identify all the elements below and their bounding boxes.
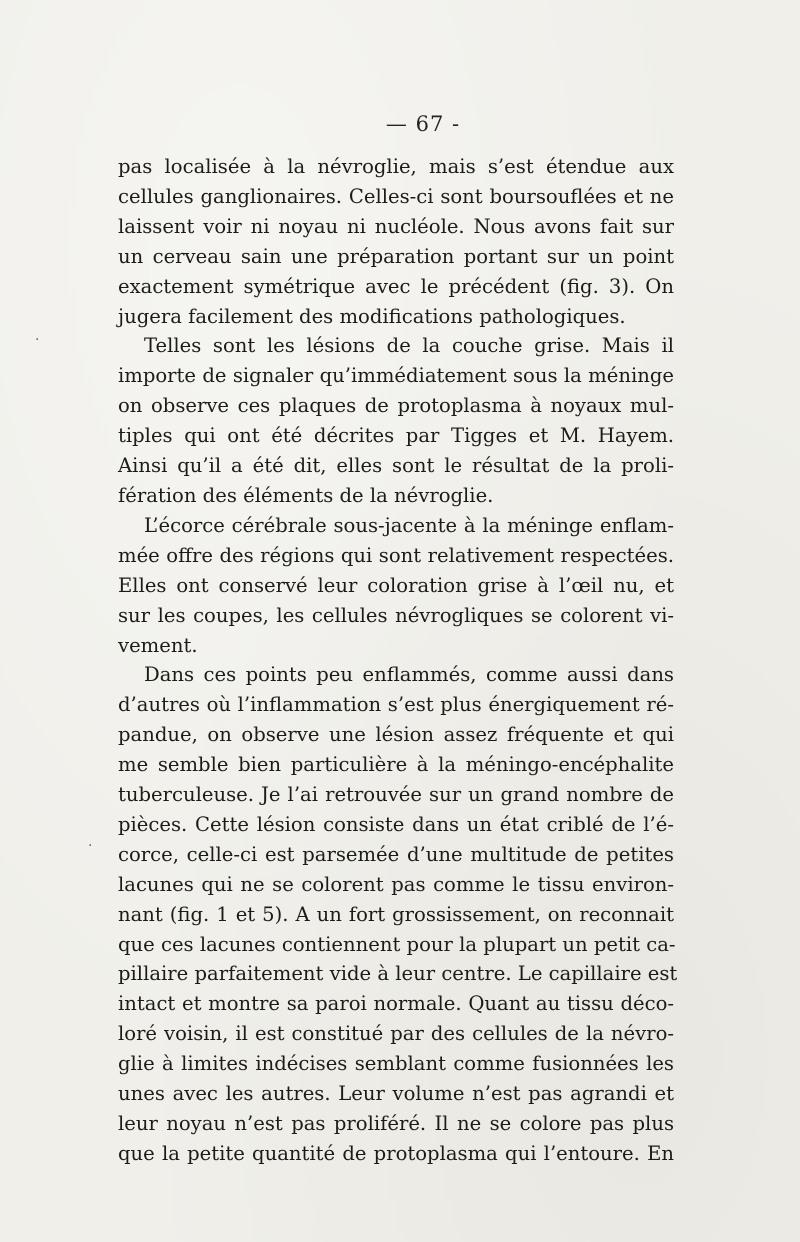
text-line: me semble bien particulière à la méningo-encéphalite: [118, 753, 674, 777]
margin-speck: ·: [35, 332, 40, 348]
text-line: lacunes qui ne se colorent pas comme le tissu environ-: [118, 872, 674, 896]
text-line: pièces. Cette lésion consiste dans un état criblé de l’é-: [118, 812, 674, 836]
text-line: exactement symétrique avec le précédent (fig. 3). On: [118, 274, 674, 298]
text-line: nant (fig. 1 et 5). A un fort grossissement, on reconnait: [118, 902, 674, 926]
text-line: sur les coupes, les cellules névrogliques se colorent vi-: [118, 603, 674, 627]
text-line: glie à limites indécises semblant comme fusionnées les: [118, 1052, 674, 1076]
text-line: unes avec les autres. Leur volume n’est pas agrandi et: [118, 1082, 674, 1106]
text-line: corce, celle-ci est parsemée d’une multitude de petites: [118, 842, 674, 866]
text-line: pillaire parfaitement vide à leur centre. Le capillaire est: [118, 962, 678, 986]
paragraph: [118, 660, 678, 1168]
paragraph: [118, 152, 674, 331]
text-line: L’écorce cérébrale sous-jacente à la méninge enflam-: [144, 513, 674, 537]
text-line: Telles sont les lésions de la couche grise. Mais il: [144, 334, 674, 358]
text-line: on observe ces plaques de protoplasma à noyaux mul-: [118, 394, 674, 418]
text-line: mée offre des régions qui sont relativement respectées.: [118, 543, 674, 567]
page-number: — 67 -: [385, 112, 461, 136]
text-line: intact et montre sa paroi normale. Quant au tissu déco-: [118, 992, 674, 1016]
body-text: [118, 152, 678, 1169]
text-line: d’autres où l’inflammation s’est plus énergiquement ré-: [118, 693, 674, 717]
text-line: que ces lacunes contiennent pour la plupart un petit ca-: [118, 932, 676, 956]
paragraph: [118, 331, 674, 510]
text-line: vement.: [118, 633, 198, 657]
text-line: laissent voir ni noyau ni nucléole. Nous avons fait sur: [118, 214, 674, 238]
text-line: loré voisin, il est constitué par des cellules de la névro-: [118, 1022, 674, 1046]
text-line: tiples qui ont été décrites par Tigges et M. Hayem.: [118, 424, 674, 448]
text-line: tuberculeuse. Je l’ai retrouvée sur un grand nombre de: [118, 783, 674, 807]
text-line: pandue, on observe une lésion assez fréquente et qui: [118, 723, 674, 747]
text-line: pas localisée à la névroglie, mais s’est étendue aux: [118, 155, 674, 178]
text-line: jugera facilement des modifications pathologiques.: [118, 304, 626, 328]
text-line: un cerveau sain une préparation portant sur un point: [118, 244, 674, 268]
margin-speck: ·: [88, 838, 93, 854]
paragraph: [118, 511, 674, 661]
text-line: Ainsi qu’il a été dit, elles sont le résultat de la proli-: [118, 454, 674, 478]
text-line: cellules ganglionaires. Celles-ci sont boursouflées et ne: [118, 184, 674, 208]
text-line: Dans ces points peu enflammés, comme aussi dans: [144, 663, 674, 687]
text-line: que la petite quantité de protoplasma qui l’entoure. En: [118, 1141, 674, 1165]
text-line: leur noyau n’est pas proliféré. Il ne se colore pas plus: [118, 1112, 674, 1135]
text-line: fération des éléments de la névroglie.: [118, 483, 494, 507]
text-line: importe de signaler qu’immédiatement sous la méninge: [118, 364, 674, 388]
text-line: Elles ont conservé leur coloration grise à l’œil nu, et: [118, 573, 674, 597]
